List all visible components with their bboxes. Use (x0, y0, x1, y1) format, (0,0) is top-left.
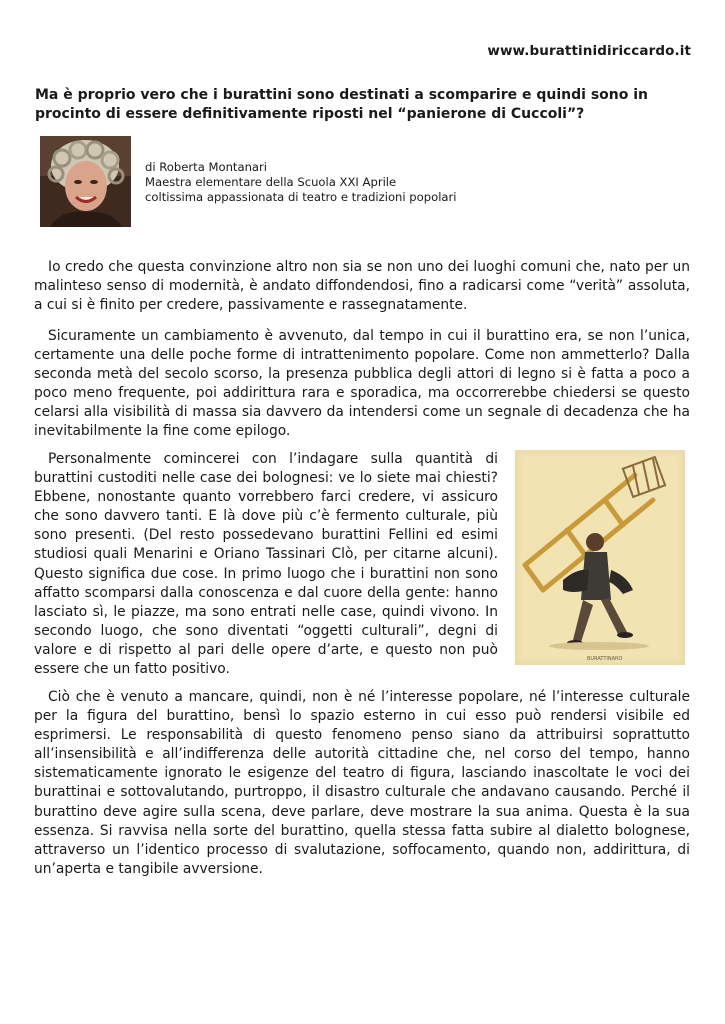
author-info (145, 160, 457, 205)
paragraph-2: Sicuramente un cambiamento è avvenuto, dal tempo in cui il burattino era, se non l’unica, certamente una delle poche forme di intrattenimento popolare. Come non ammetterlo? Dalla seconda metà del secolo scorso, la presenza pubblica degli attori di legno si è fatta a poco a poco meno frequente, poi addirittura rara e sporadica, ma occorrerebbe chiedersi se questo celarsi alla visibilità di massa sia davvero da intendersi come un segnale di decadenza che ha inevitabilmente la fine come epilogo. (34, 328, 690, 440)
burattinaro-illustration (515, 450, 685, 665)
author-description: coltissima appassionata di teatro e tradizioni popolari (145, 190, 457, 204)
paragraph-4: Ciò che è venuto a mancare, quindi, non è né l’interesse popolare, né l’interesse culturale per la figura del burattino, bensì lo spazio esterno in cui esso può rendersi visibile ed esprimersi. Le responsabilità di questo fenomeno penso siano da attribuirsi soprattutto all’insensibilità e all’indifferenza delle autorità cittadine che, nel corso del tempo, hanno sistematicamente ignorato le esigenze del teatro di figura, lasciando inascoltate le voci dei burattinai e sottovalutando, purtroppo, il disastro culturale che andavano causando. Perché il burattino deve agire sulla scena, deve parlare, deve mostrare la sua anima. Questa è la sua essenza. Si ravvisa nella sorte del burattino, quella stessa fatta subire al dialetto bolognese, attraverso un l’identico processo di svalutazione, soffocamento, quando non, addirittura, di un’aperta e tangibile avversione. (34, 689, 690, 877)
site-url[interactable]: www.burattinidiriccardo.it (487, 43, 691, 59)
puppeteer-drawing (515, 450, 685, 665)
article-title: Ma è proprio vero che i burattini sono destinati a scomparire e quindi sono in procinto di essere definitivamente riposti nel “panierone di Cuccoli”? (35, 87, 648, 122)
paragraph-1: Io credo che questa convinzione altro non sia se non uno dei luoghi comuni che, nato per un malinteso senso di modernità, è andato diffondendosi, fino a radicarsi come “verità” assoluta, a cui si è finito per credere, passivamente e rassegnatamente. (34, 259, 690, 314)
author-portrait-image (40, 136, 131, 227)
author-role: Maestra elementare della Scuola XXI Aprile (145, 175, 397, 189)
illustration-caption: BURATTINARO (587, 656, 623, 662)
author-photo (40, 136, 131, 227)
author-name: di Roberta Montanari (145, 160, 268, 174)
paragraph-3: Personalmente comincerei con l’indagare sulla quantità di burattini custoditi nelle case dei bolognesi: ve lo siete mai chiesti? Ebbene, nonostante quanto vorrebbero farci credere, vi assicuro che sono davvero tanti. E là dove più c’è fermento culturale, più sono presenti. (Del resto possedevano burattini Fellini ed esimi studiosi quali Menarini e Oriano Tassinari Clò, per citarne alcuni). Questo significa due cose. In primo luogo che i burattini non sono affatto scomparsi dalla conoscenza e dal cuore della gente: hanno lasciato sì, le piazze, ma sono entrati nelle case, quindi vivono. In secondo luogo, che sono diventati “oggetti culturali”, degni di valore e di rispetto al pari delle opere d’arte, e questo non può essere che un fatto positivo. (34, 451, 498, 678)
